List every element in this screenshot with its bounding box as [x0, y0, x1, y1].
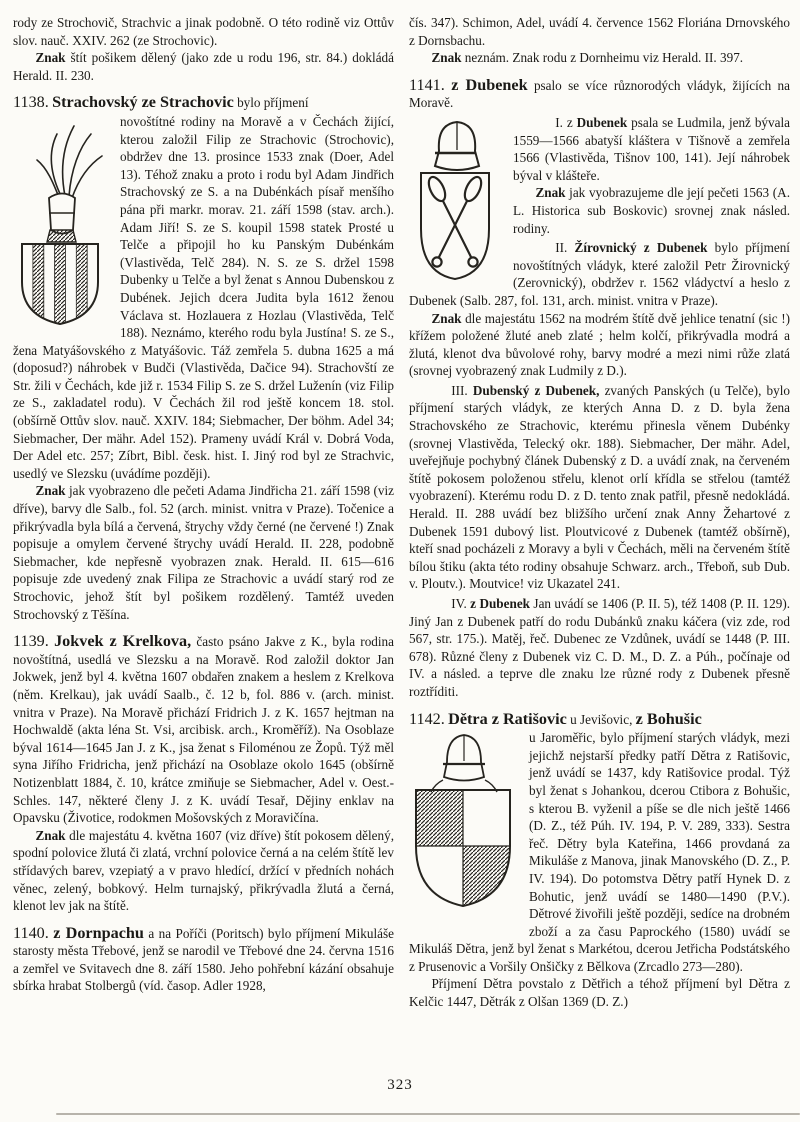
- znak-paragraph-dornpach: [409, 49, 790, 67]
- plume-feathers: [37, 126, 102, 200]
- paly-stripes: [33, 244, 87, 328]
- page-columns: [13, 14, 790, 1011]
- entry-heading-tail: u Jevišovic,: [566, 711, 636, 727]
- item-numeral: IV.: [451, 596, 471, 611]
- entry-family-name: Strachovský ze Strachovic: [52, 93, 234, 112]
- znak-text: neznám. Znak rodu z Dornheimu viz Herald. II. 397.: [461, 50, 744, 66]
- entry-1138-body: [13, 113, 394, 482]
- item-text: bylo příjmení novoštítných vládyk, které založil Petr Žirovnický (Zerovnický), obdržev r. 1562 vládyctví a heslo z Dubenek (Salb. 287, fol. 131, arch. minist. vnitra v Praze).: [409, 240, 790, 308]
- entry-1138-heading: [13, 94, 394, 112]
- item-numeral: III.: [451, 382, 473, 398]
- znak-text: jak vyobrazeno dle pečeti Adama Jindřicha 21. září 1598 (viz dříve), barvy dle Salb., fol. 52 (arch. minist. vnitra v Praze). Točenice a přikrývadla byla bílá a červená, štrychy vždy černé (ne červené !) Znak popisuje a omylem červené štrychy uvádí Herald. II. 228, podobně Siebmacher, kde nepřesně vyobrazen znak. Herald. II. 615—616 popisuje zde uvedený znak Filipa ze Strachovic a uvádí starý rod ze Strochovic, jehož štít byl pošikem rozdělený. Tamtéž uveden Strochovský z Těšína.: [13, 483, 394, 622]
- entry-number: 1139.: [13, 632, 49, 651]
- left-column: [13, 14, 394, 1011]
- entry-1141-znak-2: [409, 310, 790, 380]
- item-family-name: Žírovnický z Dubenek: [574, 240, 708, 256]
- scan-edge-artifact: [56, 1113, 800, 1115]
- znak-lead-word: Znak: [35, 50, 66, 66]
- strachovsky-coat-of-arms-illustration: [13, 116, 108, 328]
- right-column: [409, 14, 790, 1011]
- entry-family-name: Jokvek z Krelkova,: [54, 632, 192, 651]
- entry-heading-tail: psalo se více různorodých vládyk, žijících na Moravě.: [409, 77, 790, 111]
- entry-number: 1140.: [13, 923, 49, 942]
- paragraph-text: Příjmení Dětra povstalo z Dětřich a téhož příjmení byl Dětra z Kelčic 1447, Dětrák z Olšan 1369 (D. Z.): [409, 976, 790, 1010]
- dubenek-coat-of-arms-illustration: [409, 117, 501, 285]
- item-family-name: Dubenek: [576, 114, 628, 130]
- quartered-field: [416, 790, 510, 922]
- entry-number: 1141.: [409, 75, 445, 94]
- znak-paragraph-strochovic: [13, 49, 394, 84]
- detra-coat-of-arms-illustration: [409, 732, 517, 922]
- entry-family-name-2: z Bohušic: [635, 709, 702, 728]
- entry-number: 1142.: [409, 709, 445, 728]
- carryover-paragraph: rody ze Strochovič, Strachvic a jinak podobně. O této rodině viz Ottův slov. nauč. XXIV. 262 (ze Strochovic).: [13, 15, 394, 48]
- entry-1141-item-1: [409, 114, 790, 184]
- entry-1141-heading: [409, 77, 790, 112]
- entry-1142-final-paragraph: [409, 975, 790, 1010]
- entry-family-name: z Dornpachu: [53, 923, 144, 942]
- item-text: psala se Ludmila, jenž bývala: [627, 114, 790, 130]
- entry-heading-tail: bylo příjmení: [233, 95, 309, 111]
- item-text: 1559—1566 abatyší kláštera v Tišnově a zemřela 1566 (Vlastivěda, Tišnov 100, 141). Její náhrobek býval v klášteře.: [513, 132, 790, 183]
- entry-body-text: u Jaroměřic, bylo příjmení starých vládyk, mezi jejichž nejstarší předky patří Dětra z Ratišovic, jenž uvádí se 1437, kdy Ratišovice prodal. Týž byl ženat s Johankou, dcerou Ctibora z Bohušic, s kterou B. vyženil a píše se dle nich ještě 1466 (D. Z., též Púh. IV. 194, P. V. 289, 333). Sestra řeč. Dětry byla Kateřina, 1466 provdaná za Mikuláše z Manova, jinak Manovského (D. Z., P. IV. 194). Do potomstva Dětry patří Hynek D. z Bohutic, jenž uvádí se 1480—1490 (P.V.). Dětrové živořili ještě později, sedíce na drobném zboží a za času Paprockého (1580) uvádí se Mikuláš Dětra, jenž byl ženat s Markétou, dcerou Jetřicha Podstátského z Prusenovic a Voršily Onšičky z Bělkova (Zrcadlo 273—280).: [409, 730, 790, 974]
- entry-family-name: Dětra z Ratišovic: [448, 709, 567, 728]
- item-numeral: II.: [555, 240, 575, 256]
- znak-text: štít pošikem dělený (jako zde u rodu 196, str. 84.) dokládá Herald. II. 230.: [13, 50, 394, 83]
- entry-body-text: a na Poříči (Poritsch) bylo příjmení Mikuláše starosty města Třebové, jenž se narodil ve Třebové dne 24. června 1516 a zemřel ve Svitavech dne 8. září 1580. Jeho pohřební kázání obsahuje sbírka hrabat Stolbergů (víd. časop. Adler 1928,: [13, 925, 394, 994]
- znak-lead-word: Znak: [535, 185, 566, 201]
- entry-1142-heading: [409, 711, 790, 729]
- item-family-name: Dubenský z Dubenek,: [472, 382, 600, 398]
- entry-body-text: novoštítné rodiny na Moravě a v Čechách žijící, kterou založil Filip ze Strachovic (Strochovic), obdržev dne 13. prosince 1533 znak (Doer, Adel 13). Téhož znaku a proto i rodu byl Adam Jindřich Strachovský ze S. a na Dubénkách písař menšího pána při markr. morav. 21. září 1598 (stav. arch.). Adam Jiří! S. ze S. koupil 1598 statek Prosté u Telče a připojil ho ku Panským Dubénkám (Vlastivěda, Telč 284). N. S. ze S. držel 1598 Dubenky u Telče a byl ženat s Annou Dubenskou z Dubének. Jejich dcera Judita byla 1612 ženou Václava st. Hozlauera z Hozlau (Vlastivěda, Telč 188). Neznámo, kterého rodu byla Justína! S. ze S., žena Matyášovského z Matyášovic. Táž zemřela 5. dubna 1625 a má (doposud?) náhrobek v Budči (Vlastivěda, Dačice 94). Strachovští ze Str. žili v Čechách, kde již r. 1534 Filip S. ze S. držel Luženín (viz Filip ze S., zakladatel rodu). V Čechách žil rod ještě koncem 18. stol. (obšírně Ottův slov. nauč. XXIV. 184; Siebmacher, Der böhm. Adel 34; Siebmacher, Der mähr. Adel 152). Prameny uvádí Král v. Dobrá Voda, Der Adel etc. 257; Zíbrt, Bibl. česk. hist. I. Jiný rod byl ze Strachvic, usedlý ve Slezsku (uvádíme později).: [13, 113, 394, 481]
- znak-text: dle majestátu 4. května 1607 (viz dříve) štít pokosem dělený, spodní polovice žlutá či zlatá, vrchní polovice černá a na celém štítě lev střídavých barev, vzepiatý a v pravo hledící, držící v předních nohách věnec, zelený, bobkový. Helm turnajský, přikrývadla žlutá a černá, klenot lev jak na štítě.: [13, 827, 394, 914]
- entry-1141-item-4: [409, 595, 790, 701]
- entry-number: 1138.: [13, 93, 49, 112]
- znak-lead-word: Znak: [35, 483, 66, 499]
- item-family-name: z Dubenek: [470, 596, 531, 611]
- entry-1142-body: [409, 729, 790, 975]
- entry-1139-znak-paragraph: [13, 827, 394, 915]
- item-numeral: I. z: [555, 114, 577, 130]
- entry-1141-item-3: [409, 382, 790, 593]
- znak-lead-word: Znak: [431, 50, 462, 66]
- entry-1139: [13, 633, 394, 827]
- znak-text: dle majestátu 1562 na modrém štítě dvě jehlice tenatní (sic !) křížem položené žluté aneb zlaté ; helm kolčí, přikrývadla modrá a žlutá, klenot dva bůvolové rohy, barvy modré a mezi nimi růže zlatá (srovnej vyobrazený znak Ludmily z D.).: [409, 310, 790, 379]
- item-text: zvaných Panských (u Telče), bylo příjmení starých vládyk, ze kterých Anna D. z D. byla žena Strachovského ze Strachovic, kterému přinesla věnem Dubénky (srovnej Vlastivěda, Telecký okr. 188). Siebmacher, Der mähr. Adel, uveřejňuje pochybný článek Dubenský z D. a uvádí znak, na červeném štítě pokosem položenou střelu, klenot orlí křídla se střelou (tamtéž vyobrazení). Kterému rodu D. z D. tento znak patřil, přesně nedokládá. Herald. II. 288 uvádí bez bližšího určení znak Anny Žehartové z Dubenek 1591 dubový list. Ploutvicové z Dubenek (tamtéž obšírně), kteří snad pocházeli z Moravy a byli v Čechách, měli na červeném štítě bílou štiku (akta této rodiny obsahuje Schwarz. arch., Třeboň, sub Dub. v. Ploutv.). Moutvice! viz Ukazatel 241.: [409, 382, 790, 592]
- entry-1140: [13, 925, 394, 995]
- carryover-paragraph: čís. 347). Schimon, Adel, uvádí 4. července 1562 Floriána Drnovského z Dornsbachu.: [409, 15, 790, 48]
- item-text: Jan uvádí se 1406 (P. II. 5), též 1408 (P. II. 129). Jiný Jan z Dubenek patří do rodu Dubánků znaku káčera (viz zde, rod 567, str. 175.). Matěj, řeč. Dubenec ze Vzdůnek, uvádí se 1448 (P. III. 678). Různé členy z Dubenek viz C. D. M., D. Z. a Púh., počínaje od IV. a násled. a teprve dle znaku lze různé rody z Dubenek přesně roztříditi.: [409, 596, 791, 699]
- znak-lead-word: Znak: [35, 827, 66, 843]
- znak-text: jak vyobrazujeme dle její pečeti 1563 (A. L. Historica sub Boskovic) srovnej znak násled. rodiny.: [513, 185, 790, 236]
- entry-family-name: z Dubenek: [451, 75, 528, 94]
- znak-lead-word: Znak: [431, 310, 462, 326]
- entry-1138-znak-paragraph: [13, 482, 394, 623]
- entry-body-text: často psáno Jakve z K., byla rodina novoštítná, usedlá ve Slezsku a na Moravě. Rod založil doktor Jan Jokwek, jenž byl 4. května 1607 obdařen znakem a heslem z Krelkova (něm. Krelkau), jak uvádí Saalb., č. 12 b, fol. 886 v. (arch. minist. vnitra v Praze). Na Moravě přichází Fridrich J. z K. 1657 hejtman na Hochwaldě (akta léna St. Vsi, arcibisk. arch., Kroměříž). Na Osoblaze býval 1614—1645 Jan J. z K., jsa ženat s Filoménou ze Žopů. Týž měl syna Jiřího Fridricha, jenž přichází na Osoblaze okolo 1645 (obšírně Notizenblatt 1884, č. 10, krátce zmiňuje se Siebmacher, Adel v. Oest.-Schles. 147, některé členy J. z K. uvádí Tesař, Dějiny enklav na Opavsku (Životice, rodokmen Mošovských z Moravičína.: [13, 634, 395, 826]
- page-number: 323: [387, 1077, 413, 1093]
